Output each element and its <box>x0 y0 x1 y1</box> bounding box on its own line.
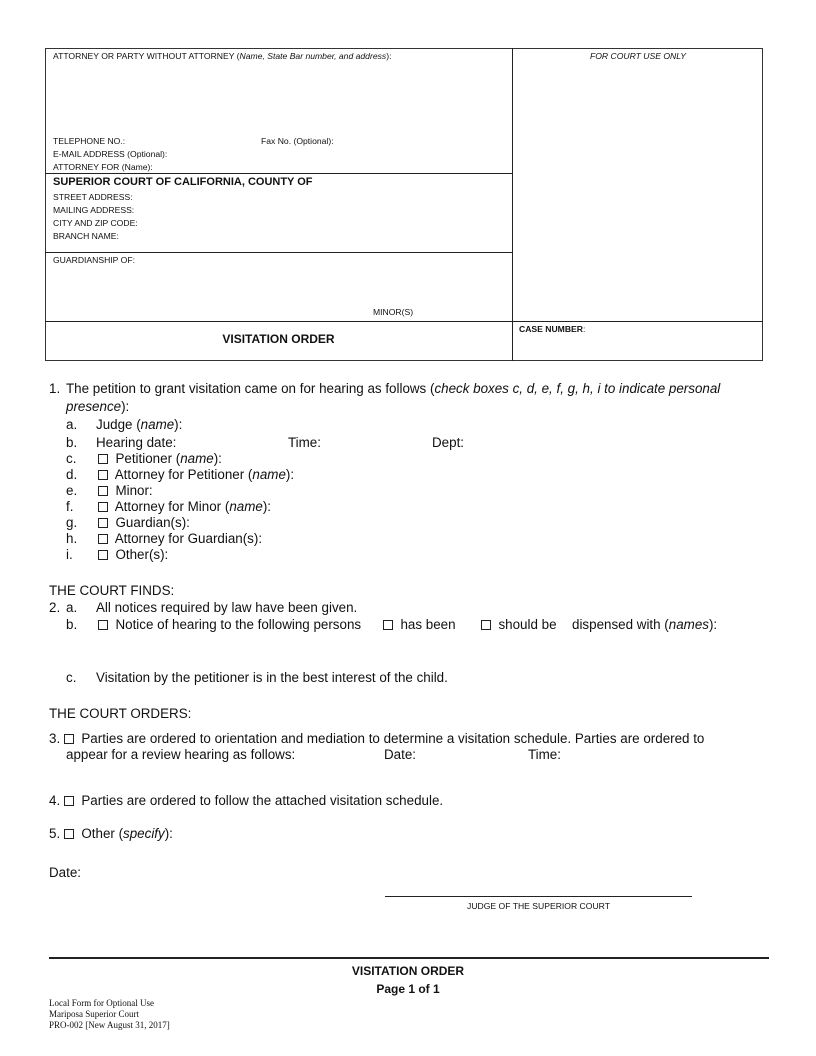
footer-court: Mariposa Superior Court <box>49 1009 139 1019</box>
footer-rule <box>49 957 769 959</box>
item-1a-letter: a. <box>66 417 78 432</box>
item-1f: Attorney for Minor (name): <box>98 499 271 515</box>
review-time-label: Time: <box>528 747 561 762</box>
fax-label: Fax No. (Optional): <box>261 136 334 146</box>
should-be-checkbox[interactable] <box>481 620 491 630</box>
review-date-label: Date: <box>384 747 417 762</box>
court-use-label: FOR COURT USE ONLY <box>590 51 686 61</box>
footer-title: VISITATION ORDER <box>351 964 465 978</box>
item-1e: Minor: <box>98 483 153 499</box>
item-1c-letter: c. <box>66 451 77 466</box>
item-1d-letter: d. <box>66 467 78 482</box>
guardianship-label: GUARDIANSHIP OF: <box>53 255 135 265</box>
judge-signature-label: JUDGE OF THE SUPERIOR COURT <box>467 901 610 911</box>
item-3: 3. Parties are ordered to orientation and mediation to determine a visitation schedule. Parties are ordered to <box>49 731 705 746</box>
petitioner-checkbox[interactable] <box>98 454 108 464</box>
item-1b-letter: b. <box>66 435 78 450</box>
item-3-cont: appear for a review hearing as follows: <box>66 747 296 762</box>
attorney-petitioner-checkbox[interactable] <box>98 470 108 480</box>
item-2c: Visitation by the petitioner is in the best interest of the child. <box>96 670 448 685</box>
others-checkbox[interactable] <box>98 550 108 560</box>
order-3-checkbox[interactable] <box>64 734 74 744</box>
order-5-checkbox[interactable] <box>64 829 74 839</box>
hearing-dept-label: Dept: <box>432 435 465 450</box>
form-title: VISITATION ORDER <box>222 332 335 346</box>
dispensed-with-label: dispensed with (names): <box>572 617 718 632</box>
item-1c: Petitioner (name): <box>98 451 222 467</box>
attorney-minor-checkbox[interactable] <box>98 502 108 512</box>
footer-form-id: PRO-002 [New August 31, 2017] <box>49 1020 170 1030</box>
hearing-time-label: Time: <box>288 435 321 450</box>
attorney-guardian-checkbox[interactable] <box>98 534 108 544</box>
footer-local-form: Local Form for Optional Use <box>49 998 154 1008</box>
signature-line[interactable] <box>385 896 692 897</box>
has-been-option: has been <box>383 617 456 633</box>
item-1h-letter: h. <box>66 531 78 546</box>
city-zip-label: CITY AND ZIP CODE: <box>53 218 138 228</box>
has-been-checkbox[interactable] <box>383 620 393 630</box>
item-1i-letter: i. <box>66 547 73 562</box>
hearing-date-label: Hearing date: <box>96 435 177 450</box>
item-2a: All notices required by law have been given. <box>96 600 358 615</box>
item-1g-letter: g. <box>66 515 78 530</box>
case-number-label: CASE NUMBER: <box>519 324 586 334</box>
item-1i: Other(s): <box>98 547 168 563</box>
item-1-intro: The petition to grant visitation came on for hearing as follows (check boxes c, d, e, f, g, h, i to indicate personal <box>66 381 721 396</box>
item-1h: Attorney for Guardian(s): <box>98 531 262 547</box>
item-1g: Guardian(s): <box>98 515 190 531</box>
item-1e-letter: e. <box>66 483 78 498</box>
item-2b-letter: b. <box>66 617 78 632</box>
caption-divider-guardianship <box>45 252 512 253</box>
footer-page-number: Page 1 of 1 <box>376 982 440 996</box>
caption-divider-vertical <box>512 48 513 322</box>
court-name: SUPERIOR COURT OF CALIFORNIA, COUNTY OF <box>53 176 313 188</box>
minor-checkbox[interactable] <box>98 486 108 496</box>
attorney-label: ATTORNEY OR PARTY WITHOUT ATTORNEY (Name, State Bar number, and address): <box>53 51 392 61</box>
notice-checkbox[interactable] <box>98 620 108 630</box>
email-label: E-MAIL ADDRESS (Optional): <box>53 149 168 159</box>
telephone-label: TELEPHONE NO.: <box>53 136 126 146</box>
branch-name-label: BRANCH NAME: <box>53 231 119 241</box>
caption-divider-title <box>45 321 763 322</box>
should-be-option: should be <box>481 617 557 633</box>
order-4-checkbox[interactable] <box>64 796 74 806</box>
item-2b: Notice of hearing to the following persons <box>98 617 361 633</box>
court-orders-heading: THE COURT ORDERS: <box>49 706 192 721</box>
caption-divider-case <box>512 321 513 361</box>
attorney-input-area[interactable] <box>50 64 508 132</box>
item-1d: Attorney for Petitioner (name): <box>98 467 294 483</box>
item-1f-letter: f. <box>66 499 74 514</box>
item-2a-letter: a. <box>66 600 78 615</box>
street-address-label: STREET ADDRESS: <box>53 192 133 202</box>
attorney-for-label: ATTORNEY FOR (Name): <box>53 162 153 172</box>
item-1a-judge: Judge (name): <box>96 417 183 432</box>
item-2-number: 2. <box>49 600 61 615</box>
guardian-checkbox[interactable] <box>98 518 108 528</box>
item-1-number: 1. <box>49 381 61 396</box>
signature-date-label: Date: <box>49 865 82 880</box>
minors-label: MINOR(S) <box>373 307 414 317</box>
item-2c-letter: c. <box>66 670 77 685</box>
court-finds-heading: THE COURT FINDS: <box>49 583 175 598</box>
item-5: 5. Other (specify): <box>49 826 173 841</box>
mailing-address-label: MAILING ADDRESS: <box>53 205 135 215</box>
item-4: 4. Parties are ordered to follow the attached visitation schedule. <box>49 793 444 808</box>
item-1-intro-cont: presence): <box>66 399 130 414</box>
